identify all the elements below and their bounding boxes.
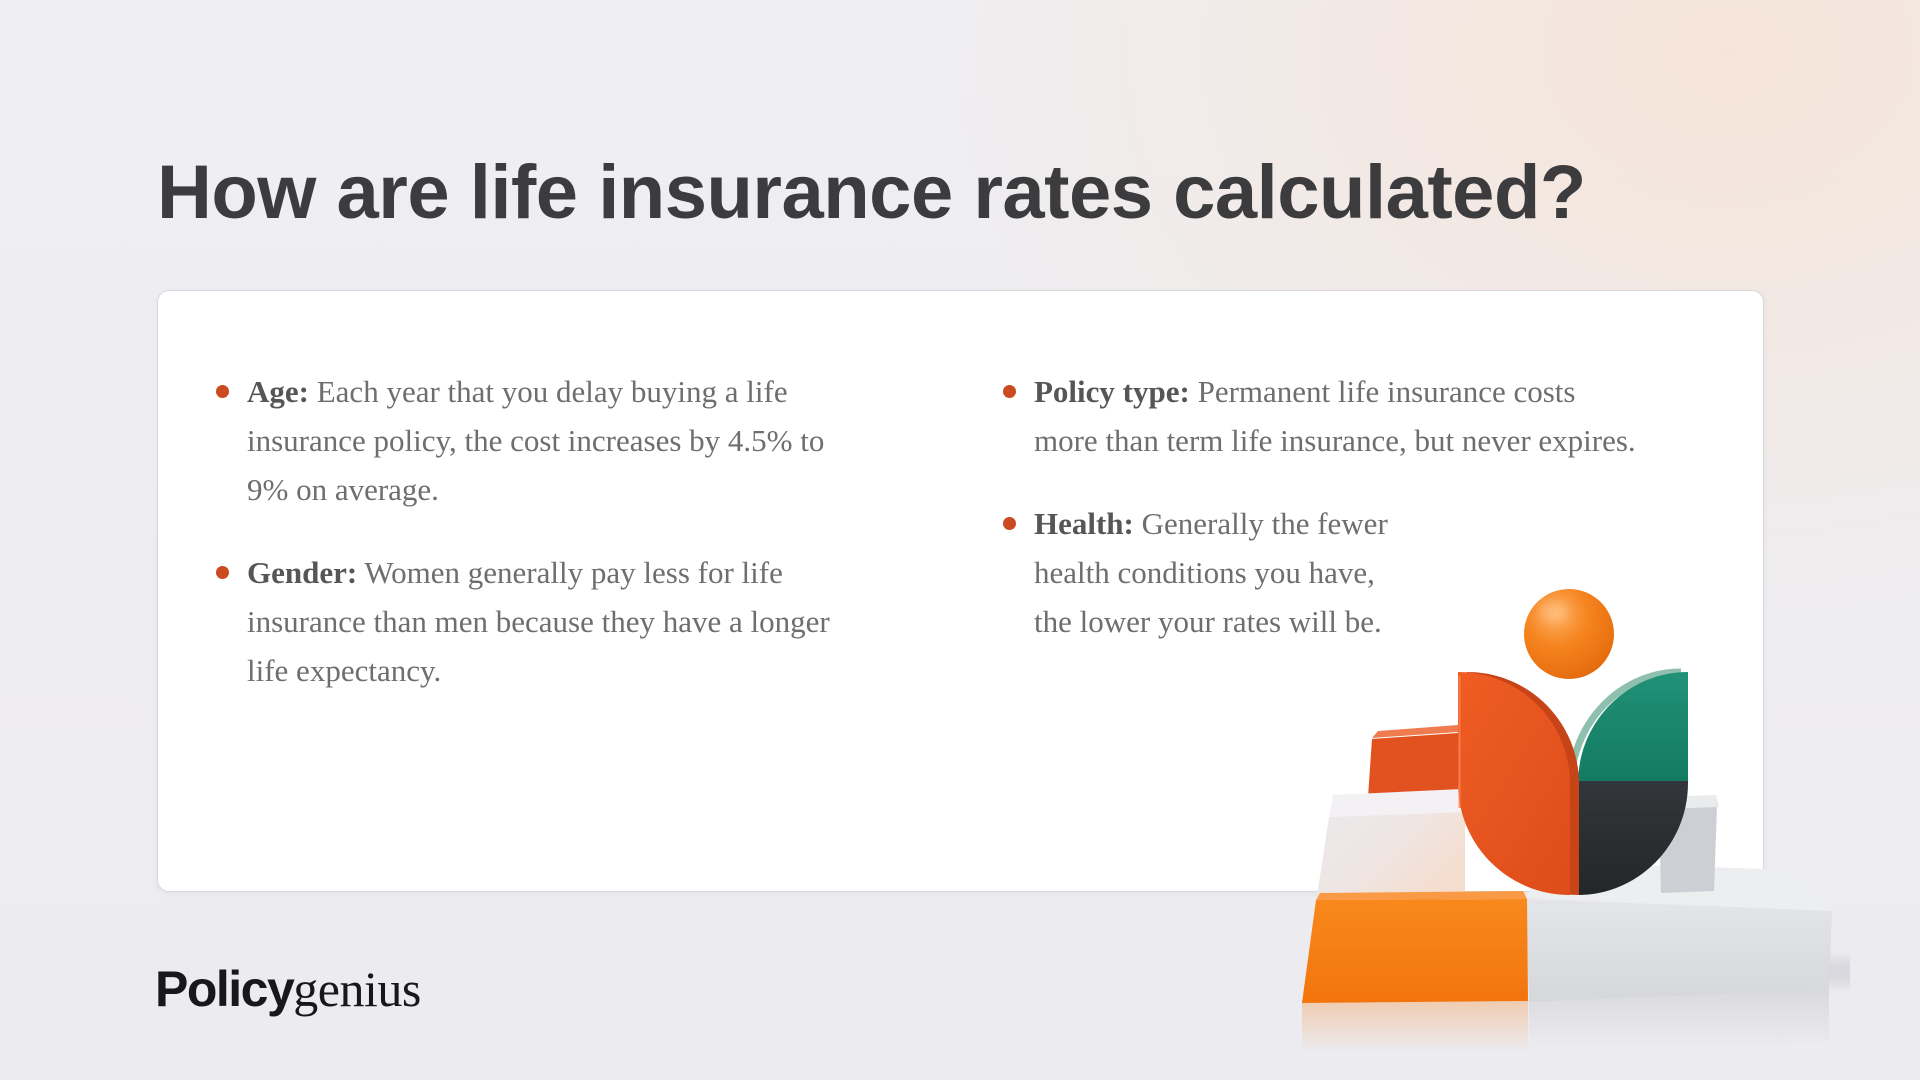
teal-leaf-shape — [1578, 672, 1688, 784]
sphere-highlight — [1540, 602, 1568, 622]
orange-leaf-shape — [1458, 672, 1570, 895]
list-item-policy-type — [1003, 367, 1639, 465]
list-item-text — [247, 548, 832, 695]
orange-box-front-face — [1302, 899, 1528, 1003]
bullet-dot-icon — [216, 566, 229, 579]
bullet-dot-icon — [1003, 385, 1016, 398]
item-lead: Policy type: — [1034, 374, 1190, 409]
item-body: Women generally pay less for life insurance than men because they have a longer life expectancy. — [247, 555, 830, 688]
list-item-gender — [216, 548, 832, 695]
list-item-age — [216, 367, 832, 514]
item-body: Generally the fewer health conditions you have, the lower your rates will be. — [1034, 506, 1388, 639]
orange-sphere-shape — [1524, 589, 1614, 679]
policygenius-logo — [155, 960, 421, 1018]
list-item-text — [247, 367, 832, 514]
item-body: Each year that you delay buying a life insurance policy, the cost increases by 4.5% to 9% on average. — [247, 374, 825, 507]
item-lead: Gender: — [247, 555, 358, 590]
white-box-front-face — [1317, 812, 1465, 896]
blocks-illustration — [1290, 580, 1850, 1070]
logo-wordmark-bold: Policy — [155, 961, 294, 1017]
item-lead: Age: — [247, 374, 309, 409]
orange-box-reflection — [1302, 1001, 1528, 1052]
logo-wordmark-serif: genius — [293, 961, 421, 1017]
platform-front-face — [1526, 899, 1832, 1002]
column-left — [216, 367, 832, 729]
page-title: How are life insurance rates calculated? — [157, 149, 1586, 235]
item-body: Permanent life insurance costs more than term life insurance, but never expires. — [1034, 374, 1636, 458]
bullet-dot-icon — [1003, 517, 1016, 530]
bullet-dot-icon — [216, 385, 229, 398]
item-lead: Health: — [1034, 506, 1134, 541]
list-item-text — [1034, 367, 1639, 465]
